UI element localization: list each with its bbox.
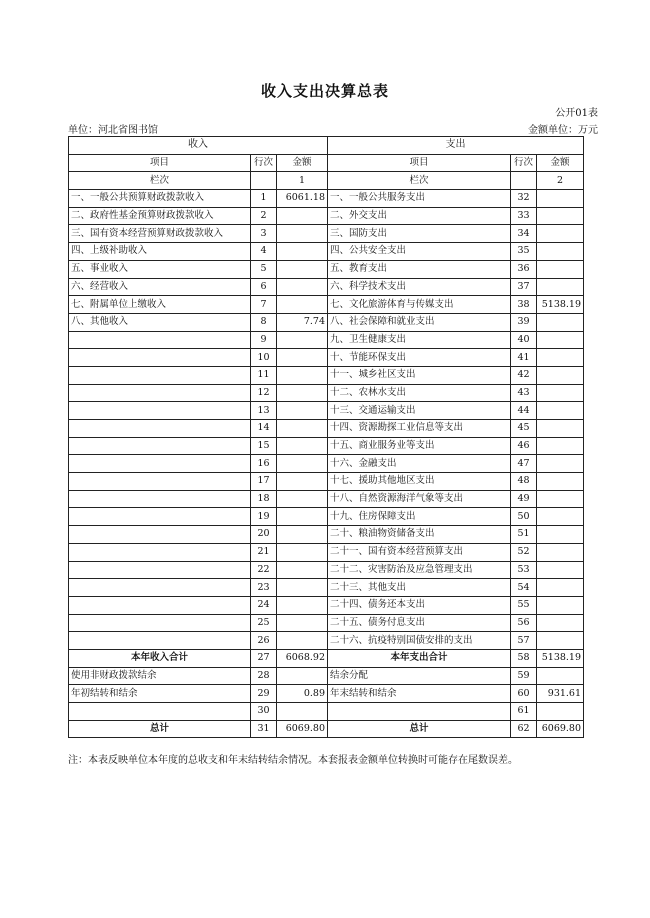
income-amount-cell (277, 579, 328, 597)
income-lane-number: 1 (277, 172, 328, 190)
expense-item-cell: 十八、自然资源海洋气象等支出 (328, 490, 511, 508)
expense-line-cell: 32 (511, 190, 537, 208)
expense-item-cell: 十九、住房保障支出 (328, 508, 511, 526)
income-line-cell: 20 (251, 526, 277, 544)
expense-amount-cell (537, 260, 584, 278)
income-line-cell: 2 (251, 207, 277, 225)
expense-line-cell: 54 (511, 579, 537, 597)
expense-item-cell: 十六、金融支出 (328, 455, 511, 473)
section-header-row (69, 137, 584, 155)
income-line-cell: 27 (251, 649, 277, 667)
expense-item-cell: 二十四、债务还本支出 (328, 596, 511, 614)
expense-line-cell: 55 (511, 596, 537, 614)
expense-item-cell: 十、节能环保支出 (328, 349, 511, 367)
table-row (69, 384, 584, 402)
expense-amount-cell: 6069.80 (537, 720, 584, 738)
income-item-cell: 三、国有资本经营预算财政拨款收入 (69, 225, 251, 243)
income-item-cell (69, 543, 251, 561)
income-item-cell: 二、政府性基金预算财政拨款收入 (69, 207, 251, 225)
expense-line-cell: 39 (511, 313, 537, 331)
income-item-cell: 总计 (69, 720, 251, 738)
table-row (69, 685, 584, 703)
expense-line-cell: 46 (511, 437, 537, 455)
expense-item-cell: 二十、粮油物资储备支出 (328, 526, 511, 544)
expense-item-cell: 一、一般公共服务支出 (328, 190, 511, 208)
expense-line-cell: 36 (511, 260, 537, 278)
table-row (69, 243, 584, 261)
expense-amount-cell (537, 190, 584, 208)
expense-item-cell (328, 703, 511, 721)
income-line-header: 行次 (251, 154, 277, 172)
table-row (69, 420, 584, 438)
grand-total-row (69, 720, 584, 738)
income-item-cell: 使用非财政拨款结余 (69, 667, 251, 685)
income-amount-cell (277, 437, 328, 455)
table-row (69, 579, 584, 597)
year-total-row (69, 649, 584, 667)
expense-item-cell: 五、教育支出 (328, 260, 511, 278)
income-amount-cell (277, 296, 328, 314)
income-line-cell: 3 (251, 225, 277, 243)
expense-amount-cell (537, 526, 584, 544)
income-item-cell: 一、一般公共预算财政拨款收入 (69, 190, 251, 208)
expense-item-cell: 二十一、国有资本经营预算支出 (328, 543, 511, 561)
expense-item-cell: 六、科学技术支出 (328, 278, 511, 296)
income-line-cell: 8 (251, 313, 277, 331)
table-row (69, 526, 584, 544)
income-amount-cell: 6069.80 (277, 720, 328, 738)
expense-line-cell: 43 (511, 384, 537, 402)
income-line-cell: 5 (251, 260, 277, 278)
unit-name: 单位：河北省图书馆 (68, 125, 158, 136)
income-item-cell (69, 384, 251, 402)
income-item-cell: 四、上级补助收入 (69, 243, 251, 261)
expense-amount-cell (537, 243, 584, 261)
expense-item-cell: 三、国防支出 (328, 225, 511, 243)
income-amount-cell: 7.74 (277, 313, 328, 331)
income-item-cell (69, 402, 251, 420)
expense-item-cell: 年末结转和结余 (328, 685, 511, 703)
income-amount-cell (277, 420, 328, 438)
income-amount-cell (277, 632, 328, 650)
expense-lane-empty (511, 172, 537, 190)
income-item-cell (69, 420, 251, 438)
income-item-cell: 八、其他收入 (69, 313, 251, 331)
income-item-header: 项目 (69, 154, 251, 172)
expense-line-cell: 59 (511, 667, 537, 685)
income-amount-cell (277, 490, 328, 508)
lane-number-row (69, 172, 584, 190)
income-item-cell (69, 614, 251, 632)
income-amount-cell (277, 526, 328, 544)
table-row (69, 207, 584, 225)
expense-line-cell: 50 (511, 508, 537, 526)
income-amount-cell (277, 508, 328, 526)
income-line-cell: 9 (251, 331, 277, 349)
expense-item-cell: 七、文化旅游体育与传媒支出 (328, 296, 511, 314)
table-row (69, 349, 584, 367)
income-line-cell: 7 (251, 296, 277, 314)
table-body (69, 190, 584, 738)
expense-amount-cell (537, 331, 584, 349)
income-amount-cell (277, 225, 328, 243)
expense-amount-cell: 5138.19 (537, 296, 584, 314)
income-amount-cell: 0.89 (277, 685, 328, 703)
income-expense-table (68, 136, 584, 738)
expense-item-cell: 十一、城乡社区支出 (328, 366, 511, 384)
table-row (69, 331, 584, 349)
table-row (69, 190, 584, 208)
income-amount-cell (277, 207, 328, 225)
expense-amount-cell: 5138.19 (537, 649, 584, 667)
column-header-row (69, 154, 584, 172)
income-line-cell: 17 (251, 473, 277, 491)
expense-amount-cell (537, 703, 584, 721)
income-line-cell: 16 (251, 455, 277, 473)
income-line-cell: 23 (251, 579, 277, 597)
expense-item-cell: 十七、援助其他地区支出 (328, 473, 511, 491)
table-row (69, 703, 584, 721)
expense-amount-cell (537, 667, 584, 685)
expense-amount-cell (537, 207, 584, 225)
income-item-cell (69, 473, 251, 491)
expense-item-cell: 八、社会保障和就业支出 (328, 313, 511, 331)
income-line-cell: 22 (251, 561, 277, 579)
expense-amount-header: 金额 (537, 154, 584, 172)
table-row (69, 366, 584, 384)
income-amount-cell (277, 614, 328, 632)
income-item-cell (69, 490, 251, 508)
report-title: 收入支出决算总表 (260, 82, 389, 100)
expense-amount-cell (537, 278, 584, 296)
income-item-cell (69, 508, 251, 526)
income-amount-cell (277, 473, 328, 491)
expense-amount-cell (537, 313, 584, 331)
expense-item-cell: 二、外交支出 (328, 207, 511, 225)
income-line-cell: 19 (251, 508, 277, 526)
income-lane-label: 栏次 (69, 172, 251, 190)
expense-amount-cell (537, 561, 584, 579)
income-line-cell: 29 (251, 685, 277, 703)
income-item-cell (69, 437, 251, 455)
income-line-cell: 12 (251, 384, 277, 402)
expense-item-cell: 二十五、债务付息支出 (328, 614, 511, 632)
income-amount-cell (277, 260, 328, 278)
expense-line-cell: 48 (511, 473, 537, 491)
footnote: 注：本表反映单位本年度的总收支和年末结转结余情况。本套报表金额单位转换时可能存在尾数误差。 (68, 755, 518, 766)
expense-lane-number: 2 (537, 172, 584, 190)
table-row (69, 508, 584, 526)
expense-amount-cell (537, 596, 584, 614)
income-item-cell (69, 561, 251, 579)
expense-line-cell: 42 (511, 366, 537, 384)
expense-amount-cell (537, 349, 584, 367)
expense-line-cell: 52 (511, 543, 537, 561)
expense-amount-cell (537, 420, 584, 438)
income-line-cell: 1 (251, 190, 277, 208)
expense-line-cell: 56 (511, 614, 537, 632)
expense-item-cell: 十四、资源勘探工业信息等支出 (328, 420, 511, 438)
income-amount-cell (277, 278, 328, 296)
expense-line-cell: 47 (511, 455, 537, 473)
table-row (69, 402, 584, 420)
expense-item-cell: 二十六、抗疫特别国债安排的支出 (328, 632, 511, 650)
expense-lane-label: 栏次 (328, 172, 511, 190)
expense-item-cell: 结余分配 (328, 667, 511, 685)
expense-amount-cell: 931.61 (537, 685, 584, 703)
income-amount-cell (277, 703, 328, 721)
table-row (69, 455, 584, 473)
expense-amount-cell (537, 225, 584, 243)
expense-amount-cell (537, 632, 584, 650)
income-amount-cell (277, 349, 328, 367)
table-row (69, 225, 584, 243)
expense-line-cell: 34 (511, 225, 537, 243)
table-row (69, 596, 584, 614)
expense-line-cell: 51 (511, 526, 537, 544)
income-line-cell: 15 (251, 437, 277, 455)
income-amount-cell: 6068.92 (277, 649, 328, 667)
form-number: 公开01表 (555, 108, 598, 119)
income-item-cell: 七、附属单位上缴收入 (69, 296, 251, 314)
table-row (69, 473, 584, 491)
income-line-cell: 24 (251, 596, 277, 614)
income-amount-cell (277, 384, 328, 402)
expense-amount-cell (537, 437, 584, 455)
income-line-cell: 26 (251, 632, 277, 650)
income-amount-cell (277, 561, 328, 579)
table-row (69, 278, 584, 296)
expense-amount-cell (537, 402, 584, 420)
income-item-cell (69, 596, 251, 614)
table-row (69, 667, 584, 685)
expense-item-cell: 十五、商业服务业等支出 (328, 437, 511, 455)
income-item-cell (69, 579, 251, 597)
income-item-cell (69, 703, 251, 721)
expense-item-cell: 总计 (328, 720, 511, 738)
table-row (69, 296, 584, 314)
expense-line-cell: 33 (511, 207, 537, 225)
expense-line-cell: 62 (511, 720, 537, 738)
expense-line-cell: 45 (511, 420, 537, 438)
table-row (69, 260, 584, 278)
income-amount-cell: 6061.18 (277, 190, 328, 208)
income-line-cell: 4 (251, 243, 277, 261)
expense-line-cell: 49 (511, 490, 537, 508)
expense-line-cell: 37 (511, 278, 537, 296)
income-section-header: 收入 (69, 137, 328, 155)
expense-line-cell: 58 (511, 649, 537, 667)
income-line-cell: 28 (251, 667, 277, 685)
income-amount-cell (277, 331, 328, 349)
table-row (69, 614, 584, 632)
income-line-cell: 13 (251, 402, 277, 420)
expense-amount-cell (537, 490, 584, 508)
expense-amount-cell (537, 455, 584, 473)
expense-amount-cell (537, 543, 584, 561)
income-amount-cell (277, 667, 328, 685)
table-row (69, 632, 584, 650)
income-line-cell: 10 (251, 349, 277, 367)
expense-line-cell: 60 (511, 685, 537, 703)
expense-line-cell: 61 (511, 703, 537, 721)
income-item-cell (69, 526, 251, 544)
expense-amount-cell (537, 473, 584, 491)
expense-item-cell: 四、公共安全支出 (328, 243, 511, 261)
income-line-cell: 31 (251, 720, 277, 738)
income-line-cell: 6 (251, 278, 277, 296)
income-amount-cell (277, 366, 328, 384)
expense-line-cell: 40 (511, 331, 537, 349)
income-line-cell: 14 (251, 420, 277, 438)
income-lane-empty (251, 172, 277, 190)
table-row (69, 543, 584, 561)
expense-amount-cell (537, 508, 584, 526)
expense-line-cell: 57 (511, 632, 537, 650)
expense-line-cell: 53 (511, 561, 537, 579)
income-amount-cell (277, 543, 328, 561)
expense-item-cell: 十二、农林水支出 (328, 384, 511, 402)
table-row (69, 561, 584, 579)
expense-line-cell: 41 (511, 349, 537, 367)
income-item-cell: 六、经营收入 (69, 278, 251, 296)
expense-amount-cell (537, 384, 584, 402)
income-line-cell: 18 (251, 490, 277, 508)
expense-item-cell: 二十三、其他支出 (328, 579, 511, 597)
expense-item-cell: 本年支出合计 (328, 649, 511, 667)
income-amount-header: 金额 (277, 154, 328, 172)
income-line-cell: 25 (251, 614, 277, 632)
expense-item-cell: 二十二、灾害防治及应急管理支出 (328, 561, 511, 579)
income-item-cell: 本年收入合计 (69, 649, 251, 667)
income-item-cell (69, 349, 251, 367)
expense-item-cell: 九、卫生健康支出 (328, 331, 511, 349)
amount-unit: 金额单位：万元 (528, 125, 598, 136)
income-item-cell (69, 366, 251, 384)
expense-line-header: 行次 (511, 154, 537, 172)
expense-amount-cell (537, 579, 584, 597)
expense-item-header: 项目 (328, 154, 511, 172)
income-item-cell (69, 455, 251, 473)
table-row (69, 437, 584, 455)
income-amount-cell (277, 243, 328, 261)
expense-item-cell: 十三、交通运输支出 (328, 402, 511, 420)
table-row (69, 313, 584, 331)
income-amount-cell (277, 596, 328, 614)
expense-line-cell: 44 (511, 402, 537, 420)
income-item-cell (69, 632, 251, 650)
income-item-cell: 年初结转和结余 (69, 685, 251, 703)
income-line-cell: 11 (251, 366, 277, 384)
income-amount-cell (277, 402, 328, 420)
income-line-cell: 21 (251, 543, 277, 561)
expense-amount-cell (537, 614, 584, 632)
table-row (69, 490, 584, 508)
income-line-cell: 30 (251, 703, 277, 721)
expense-line-cell: 35 (511, 243, 537, 261)
income-amount-cell (277, 455, 328, 473)
expense-section-header: 支出 (328, 137, 584, 155)
expense-amount-cell (537, 366, 584, 384)
income-item-cell: 五、事业收入 (69, 260, 251, 278)
income-item-cell (69, 331, 251, 349)
expense-line-cell: 38 (511, 296, 537, 314)
